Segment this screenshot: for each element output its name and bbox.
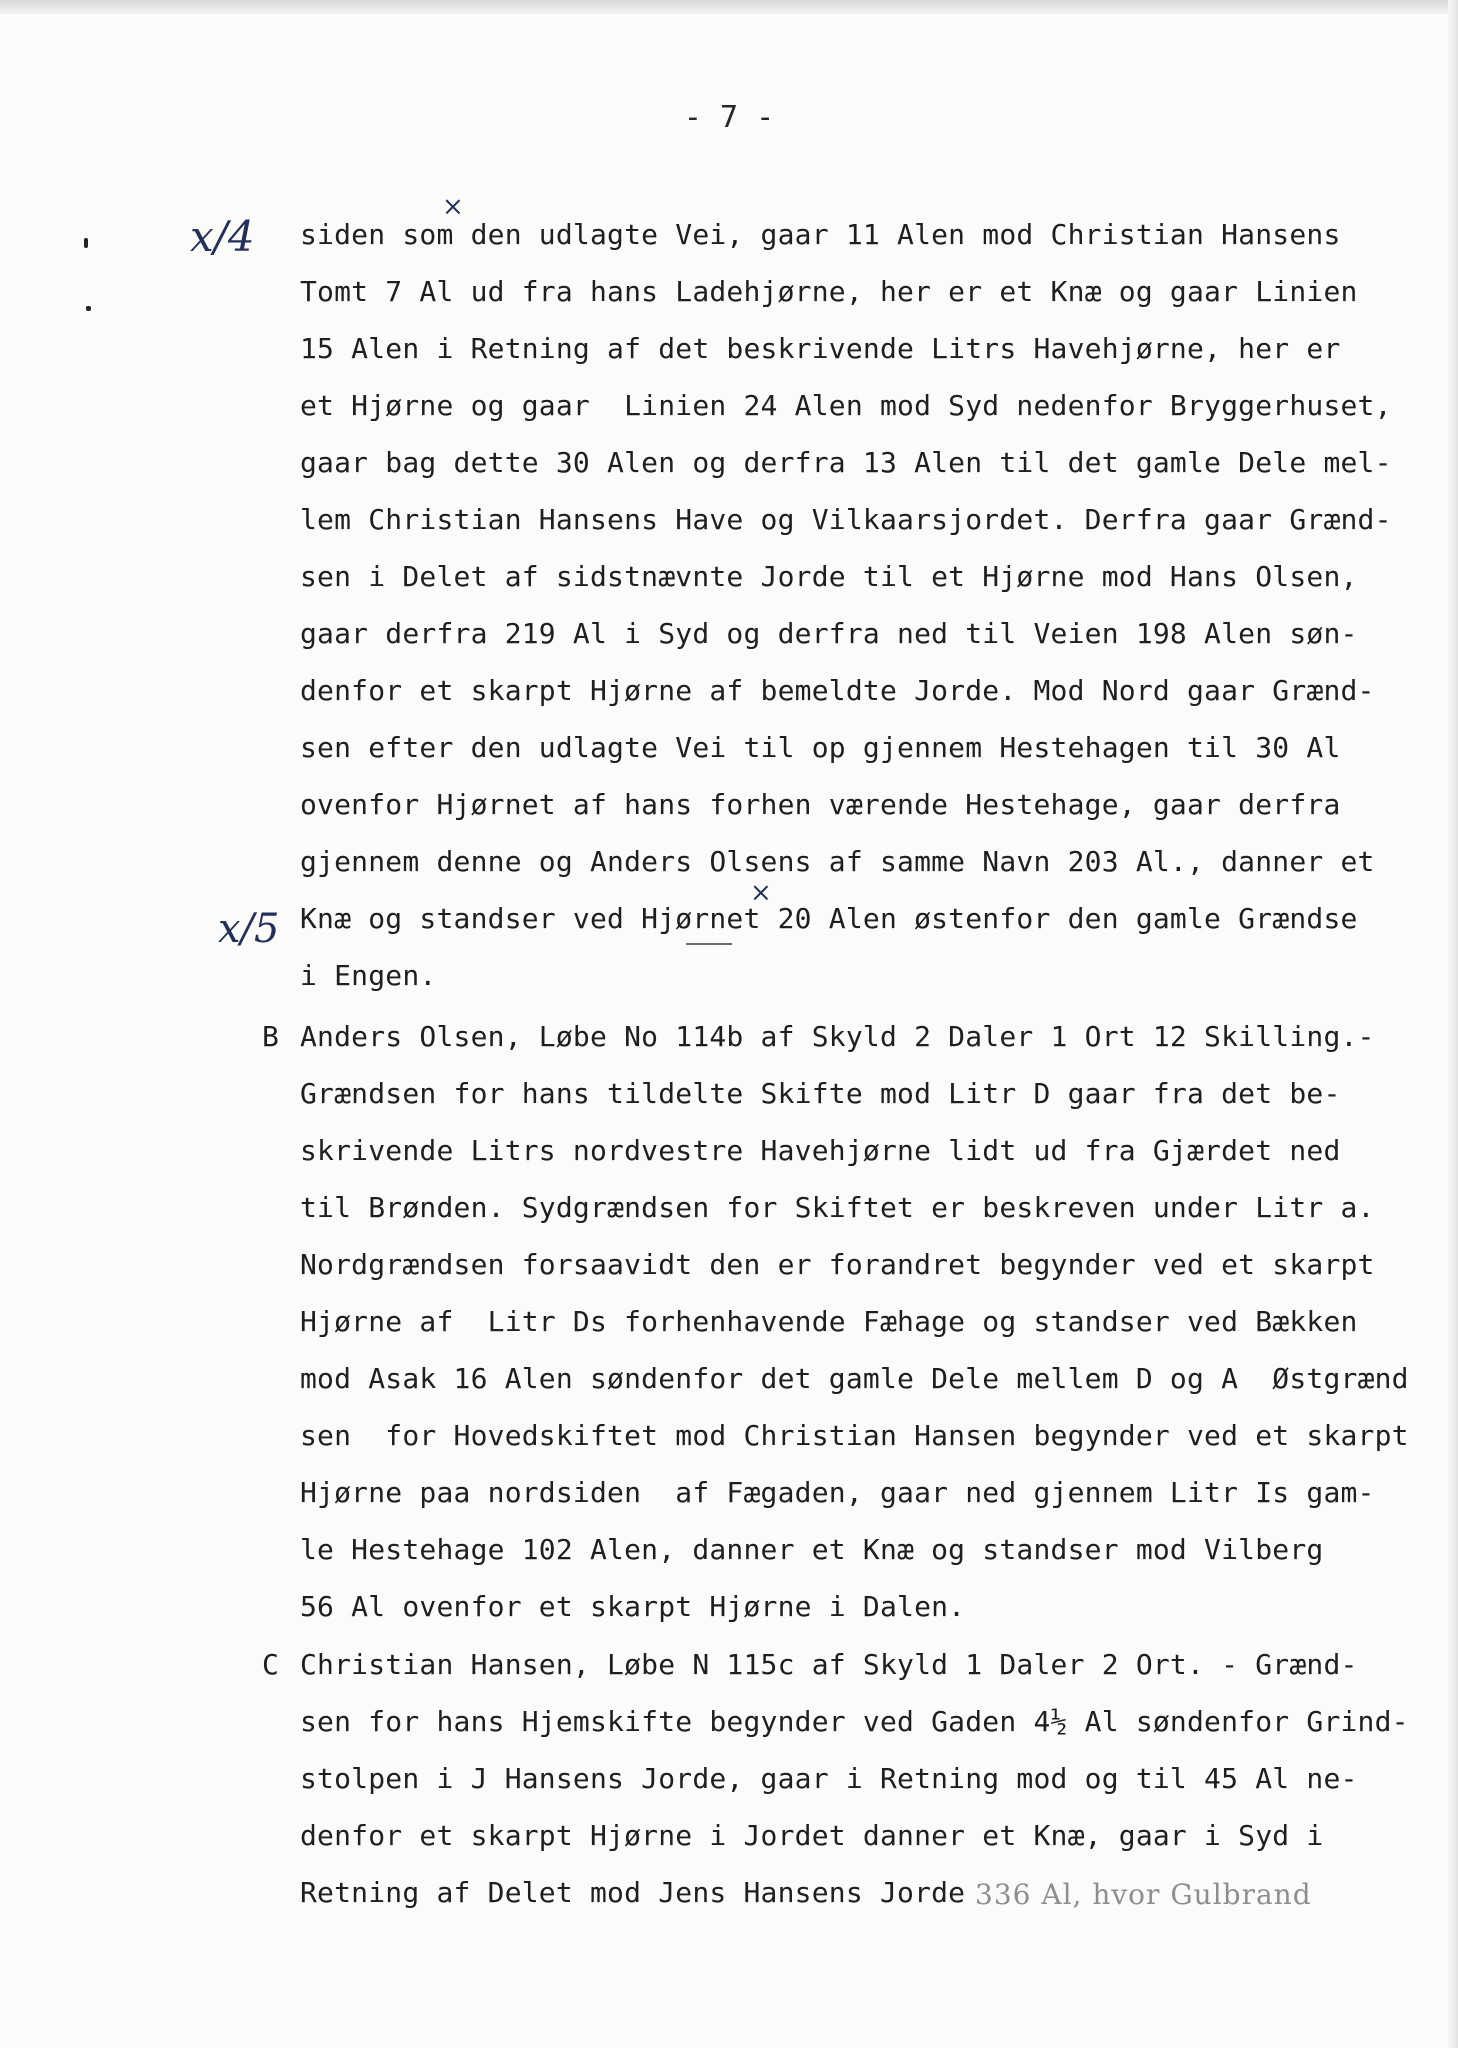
text-line: le Hestehage 102 Alen, danner et Knæ og standser mod Vilberg xyxy=(300,1533,1324,1566)
text-line: denfor et skarpt Hjørne af bemeldte Jorde. Mod Nord gaar Grænd- xyxy=(300,674,1375,707)
text-line: til Brønden. Sydgrændsen for Skiftet er beskreven under Litr a. xyxy=(300,1191,1375,1224)
text-line: sen i Delet af sidstnævnte Jorde til et Hjørne mod Hans Olsen, xyxy=(300,560,1358,593)
text-line: Grændsen for hans tildelte Skifte mod Litr D gaar fra det be- xyxy=(300,1077,1341,1110)
margin-note-x5: x/5 xyxy=(218,906,280,952)
text-line: ovenfor Hjørnet af hans forhen værende Hestehage, gaar derfra xyxy=(300,788,1341,821)
text-line: sen for Hovedskiftet mod Christian Hansen begynder ved et skarpt xyxy=(300,1419,1409,1452)
margin-dot-mark xyxy=(86,306,91,311)
text-line: gaar derfra 219 Al i Syd og derfra ned til Veien 198 Alen søn- xyxy=(300,617,1358,650)
text-line: Nordgrændsen forsaavidt den er forandret begynder ved et skarpt xyxy=(300,1248,1375,1281)
text-line: 15 Alen i Retning af det beskrivende Litrs Havehjørne, her er xyxy=(300,332,1341,365)
insertion-mark: × xyxy=(750,878,772,908)
pencil-underline xyxy=(686,943,732,945)
text-line: et Hjørne og gaar Linien 24 Alen mod Syd nedenfor Bryggerhuset, xyxy=(300,389,1392,422)
text-line: Tomt 7 Al ud fra hans Ladehjørne, her er et Knæ og gaar Linien xyxy=(300,275,1358,308)
bleed-through: ​ xyxy=(639,60,641,95)
text-line: denfor et skarpt Hjørne i Jordet danner et Knæ, gaar i Syd i xyxy=(300,1819,1324,1852)
text-line: sen for hans Hjemskifte begynder ved Gaden 4½ Al søndenfor Grind- xyxy=(300,1705,1409,1738)
insertion-mark: × xyxy=(442,192,464,222)
section-marker-c: C xyxy=(262,1648,279,1681)
margin-note-x4: x/4 xyxy=(190,212,255,261)
text-line: skrivende Litrs nordvestre Havehjørne lidt ud fra Gjærdet ned xyxy=(300,1134,1341,1167)
text-line: Christian Hansen, Løbe N 115c af Skyld 1 Daler 2 Ort. - Grænd- xyxy=(300,1648,1358,1681)
text-line: Retning af Delet mod Jens Hansens Jorde xyxy=(300,1876,966,1909)
text-line: Hjørne paa nordsiden af Fægaden, gaar ned gjennem Litr Is gam- xyxy=(300,1476,1375,1509)
text-line: gaar bag dette 30 Alen og derfra 13 Alen til det gamle Dele mel- xyxy=(300,446,1392,479)
text-line: Knæ og standser ved Hjørnet 20 Alen østenfor den gamle Grændse xyxy=(300,902,1358,935)
text-line: gjennem denne og Anders Olsens af samme Navn 203 Al., danner et xyxy=(300,845,1375,878)
text-line: Anders Olsen, Løbe No 114b af Skyld 2 Daler 1 Ort 12 Skilling.- xyxy=(300,1020,1375,1053)
text-line: mod Asak 16 Alen søndenfor det gamle Dele mellem D og A Østgrænd xyxy=(300,1362,1409,1395)
text-line: siden som den udlagte Vei, gaar 11 Alen mod Christian Hansens xyxy=(300,218,1341,251)
text-line: stolpen i J Hansens Jorde, gaar i Retning mod og til 45 Al ne- xyxy=(300,1762,1358,1795)
faint-continuation-text: 336 Al, hvor Gulbrand xyxy=(975,1878,1312,1911)
text-line: 56 Al ovenfor et skarpt Hjørne i Dalen. xyxy=(300,1590,966,1623)
text-line: Hjørne af Litr Ds forhenhavende Fæhage og standser ved Bækken xyxy=(300,1305,1358,1338)
page-number: - 7 - xyxy=(683,100,775,135)
text-line: lem Christian Hansens Have og Vilkaarsjordet. Derfra gaar Grænd- xyxy=(300,503,1392,536)
margin-dot-mark xyxy=(84,238,88,248)
text-line: i Engen. xyxy=(300,959,437,992)
section-marker-b: B xyxy=(262,1020,279,1053)
text-line: sen efter den udlagte Vei til op gjennem Hestehagen til 30 Al xyxy=(300,731,1341,764)
